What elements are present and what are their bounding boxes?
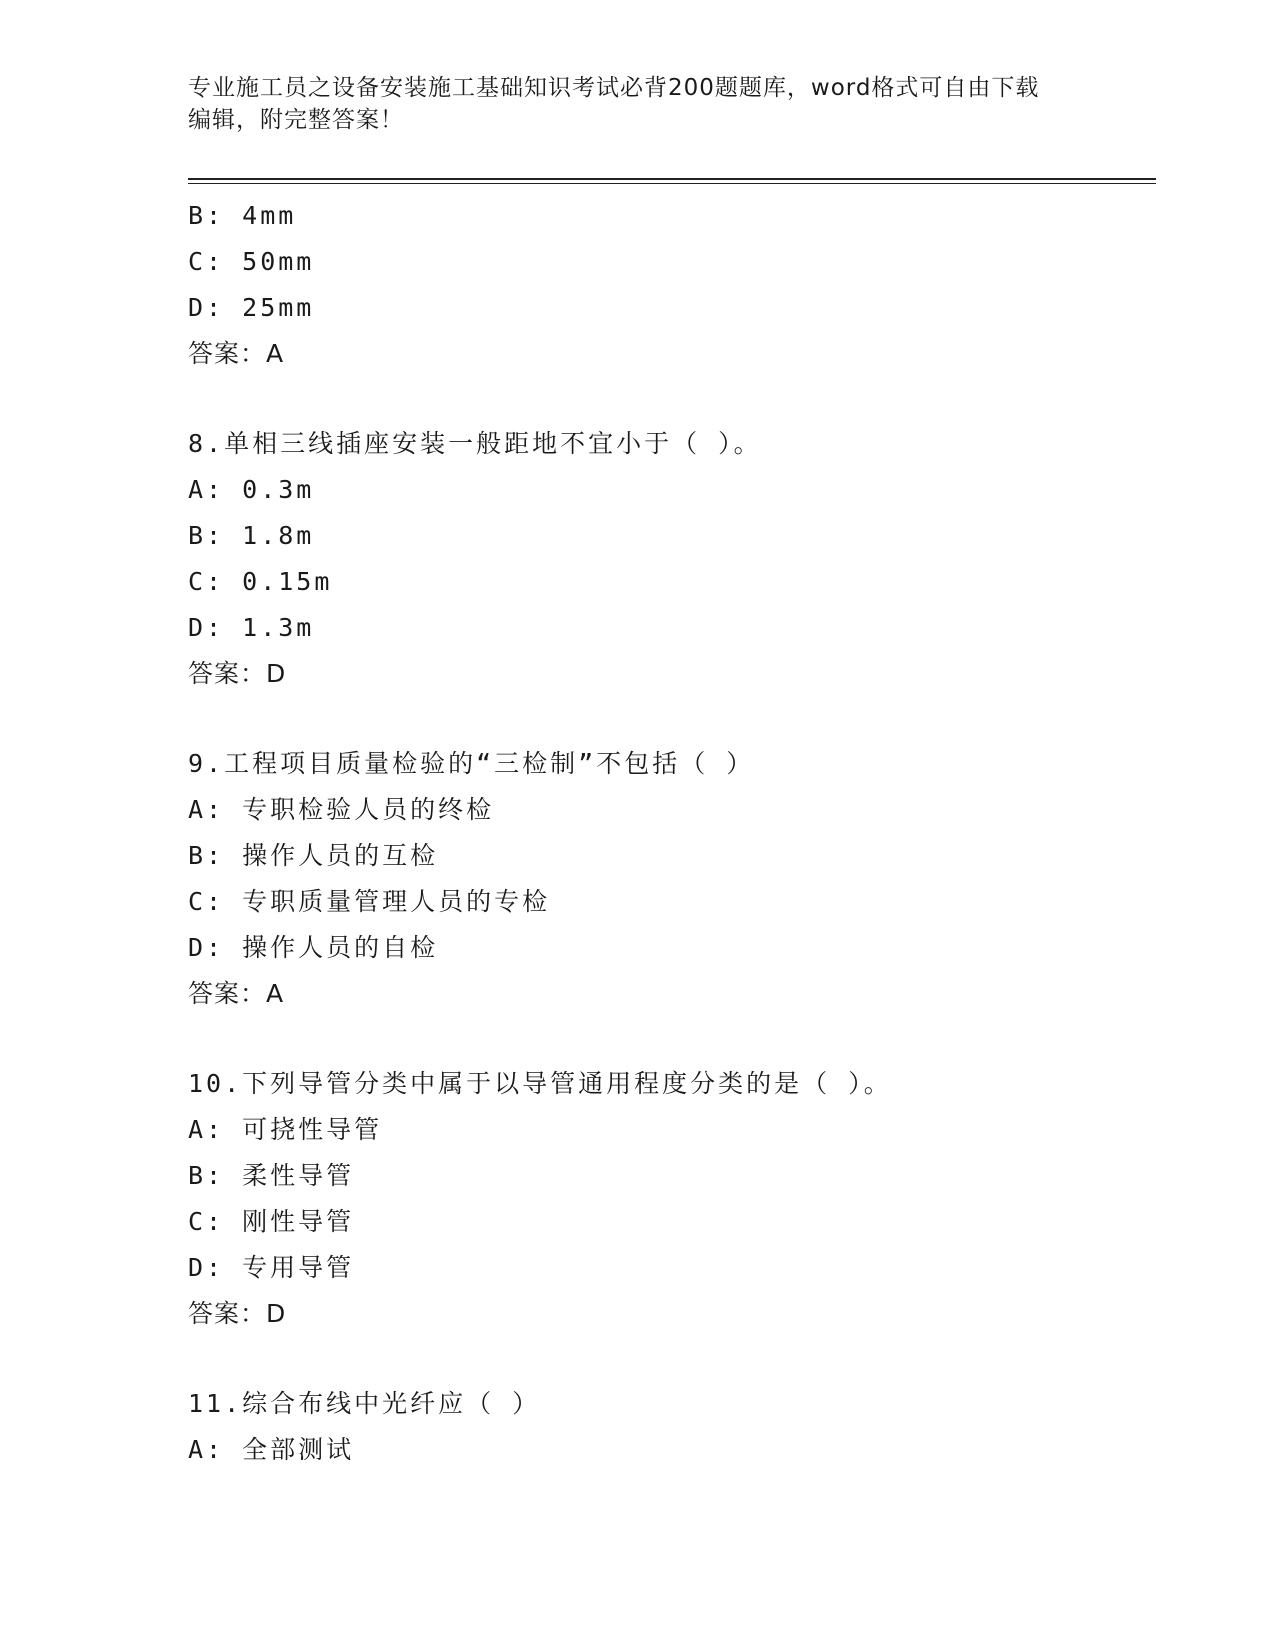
question-stem: 9.工程项目质量检验的“三检制”不包括（ ） (188, 749, 755, 778)
option-c: C: 50mm (188, 247, 315, 276)
header-line-2: 编辑，附完整答案！ (188, 107, 404, 133)
question-stem: 8.单相三线插座安装一般距地不宜小于（ ）。 (188, 429, 762, 458)
document-header (188, 72, 1088, 136)
option-c: C: 0.15m (188, 567, 333, 596)
question-stem: 10.下列导管分类中属于以导管通用程度分类的是（ ）。 (188, 1069, 892, 1098)
option-a: A: 全部测试 (188, 1435, 355, 1464)
option-d: D: 操作人员的自检 (188, 933, 439, 962)
question-7-continued (188, 193, 1148, 377)
option-d: D: 专用导管 (188, 1253, 355, 1282)
answer: 答案：A (188, 339, 285, 368)
option-a: A: 专职检验人员的终检 (188, 795, 495, 824)
header-divider (188, 178, 1156, 180)
option-c: C: 专职质量管理人员的专检 (188, 887, 551, 916)
question-9 (188, 741, 1148, 1017)
option-b: B: 4mm (188, 201, 297, 230)
option-b: B: 柔性导管 (188, 1161, 355, 1190)
option-d: D: 1.3m (188, 613, 315, 642)
question-list (188, 193, 1148, 1517)
option-c: C: 刚性导管 (188, 1207, 355, 1236)
answer: 答案：D (188, 1299, 287, 1328)
option-a: A: 可挠性导管 (188, 1115, 383, 1144)
option-b: B: 1.8m (188, 521, 315, 550)
answer: 答案：D (188, 659, 287, 688)
header-line-1: 专业施工员之设备安装施工基础知识考试必背200题题库，word格式可自由下载 (188, 75, 1040, 101)
option-a: A: 0.3m (188, 475, 315, 504)
header-divider-thin (188, 183, 1156, 184)
question-10 (188, 1061, 1148, 1337)
option-d: D: 25mm (188, 293, 315, 322)
question-8 (188, 421, 1148, 697)
option-b: B: 操作人员的互检 (188, 841, 439, 870)
answer: 答案：A (188, 979, 285, 1008)
question-stem: 11.综合布线中光纤应（ ） (188, 1389, 541, 1418)
question-11 (188, 1381, 1148, 1473)
